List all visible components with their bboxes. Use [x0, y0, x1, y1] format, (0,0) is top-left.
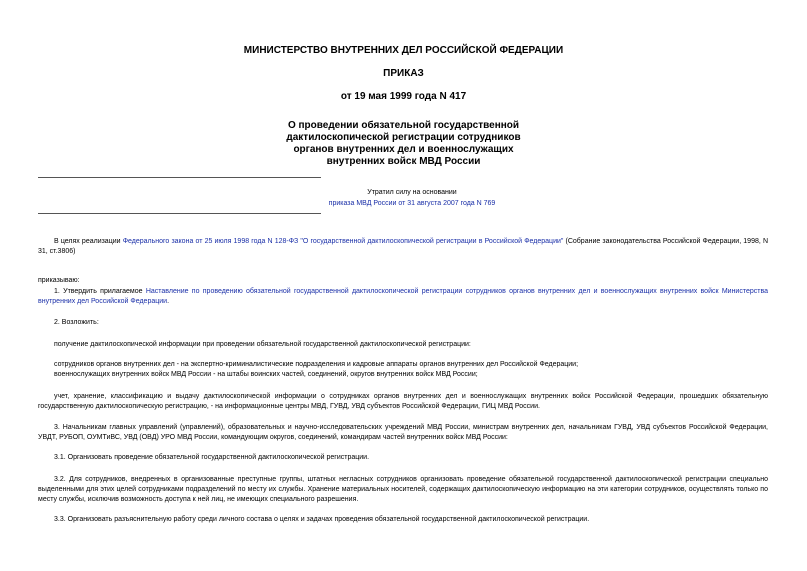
order-word: приказываю: — [38, 277, 80, 284]
paragraph-text: . — [167, 298, 170, 306]
manual-link[interactable]: Наставление по проведению обязательной государственной дактилоскопической регистрации сотрудников органов внутренних дел и военнослужащих внутренних войск Министерства внутренних дел Российской Федерации — [38, 288, 768, 306]
doc-title-line: дактилоскопической регистрации сотрудников — [286, 132, 521, 143]
paragraph-text: (Собрание законодательства Российской Федерации, 1998, N 31, ст.3806) — [38, 238, 769, 256]
doc-title-line: О проведении обязательной государственной — [287, 120, 520, 131]
doc-title-line: органов внутренних дел и военнослужащих — [293, 144, 514, 155]
paragraph-assign-a: получение дактилоскопической информации при проведении обязательной государственной дактилоскопической регистрации: — [54, 341, 471, 348]
doc-title — [0, 120, 807, 168]
paragraph-text: 3.2. Для сотрудников, внедренных в организованные преступные группы, штатных негласных сотрудников организовать проведение обязательной государственной дактилоскопической регистрации специально выделенными для этих целей сотрудниками подразделений по месту их службы. Хранение материальных носителей, содержащих дактилоскопическую информацию на эти категории сотрудников, осуществлять только по месту службы, исключив возможность доступа к ней лиц, не имеющих специального разрешения. — [38, 476, 768, 504]
paragraph-text: учет, хранение, классификацию и выдачу дактилоскопической информации о сотрудниках органов внутренних дел и военнослужащих внутренних войск Российской Федерации, прошедших обязательную государственную дактилоскопическую регистрацию, - на информационные центры МВД, ГУВД, УВД субъектов Российской Федерации, ГИЦ МВД России. — [38, 393, 768, 411]
divider-top — [38, 177, 321, 178]
paragraph-approve — [38, 287, 768, 307]
paragraph-text: В целях реализации — [54, 238, 123, 245]
status-link[interactable]: приказа МВД России от 31 августа 2007 года N 769 — [328, 200, 496, 207]
paragraph-assign-c: военнослужащих внутренних войск МВД России - на штабы воинских частей, соединений, округов внутренних войск МВД России; — [54, 371, 478, 378]
paragraph-3 — [38, 423, 768, 443]
doc-type-heading: ПРИКАЗ — [383, 68, 424, 79]
paragraph-text: 3. Начальникам главных управлений (управлений), образовательных и научно-исследовательских учреждений МВД России, министрам внутренних дел, начальникам ГУВД, УВД субъектов Российской Федерации, УВДТ, РУБОП, ОУМТиВС, УВД (ОВД) УРО МВД России, командующим округов, соединений, командирам частей внутренних войск МВД России: — [38, 424, 768, 442]
paragraph-basis — [38, 237, 768, 257]
paragraph-assign-b: сотрудников органов внутренних дел - на экспертно-криминалистические подразделения и кадровые аппараты органов внутренних дел Российской Федерации; — [54, 361, 579, 368]
paragraph-3-2 — [38, 475, 768, 506]
divider-bottom — [38, 213, 321, 214]
paragraph-assign: 2. Возложить: — [54, 319, 99, 326]
ministry-heading: МИНИСТЕРСТВО ВНУТРЕННИХ ДЕЛ РОССИЙСКОЙ ФЕДЕРАЦИИ — [243, 45, 564, 56]
law-link[interactable]: Федерального закона от 25 июля 1998 года N 128-ФЗ "О государственной дактилоскопической регистрации в Российской Федерации" — [122, 238, 564, 245]
status-note: Утратил силу на основании — [367, 189, 457, 196]
paragraph-3-3: 3.3. Организовать разъяснительную работу среди личного состава о целях и задачах проведения обязательной государственной дактилоскопической регистрации. — [54, 516, 590, 523]
doc-title-line: внутренних войск МВД России — [326, 156, 481, 167]
paragraph-3-1: 3.1. Организовать проведение обязательной государственной дактилоскопической регистрации. — [54, 454, 370, 461]
paragraph-assign-d — [38, 392, 768, 412]
doc-date-number: от 19 мая 1999 года N 417 — [340, 91, 467, 102]
paragraph-text: 1. Утвердить прилагаемое — [54, 288, 146, 295]
